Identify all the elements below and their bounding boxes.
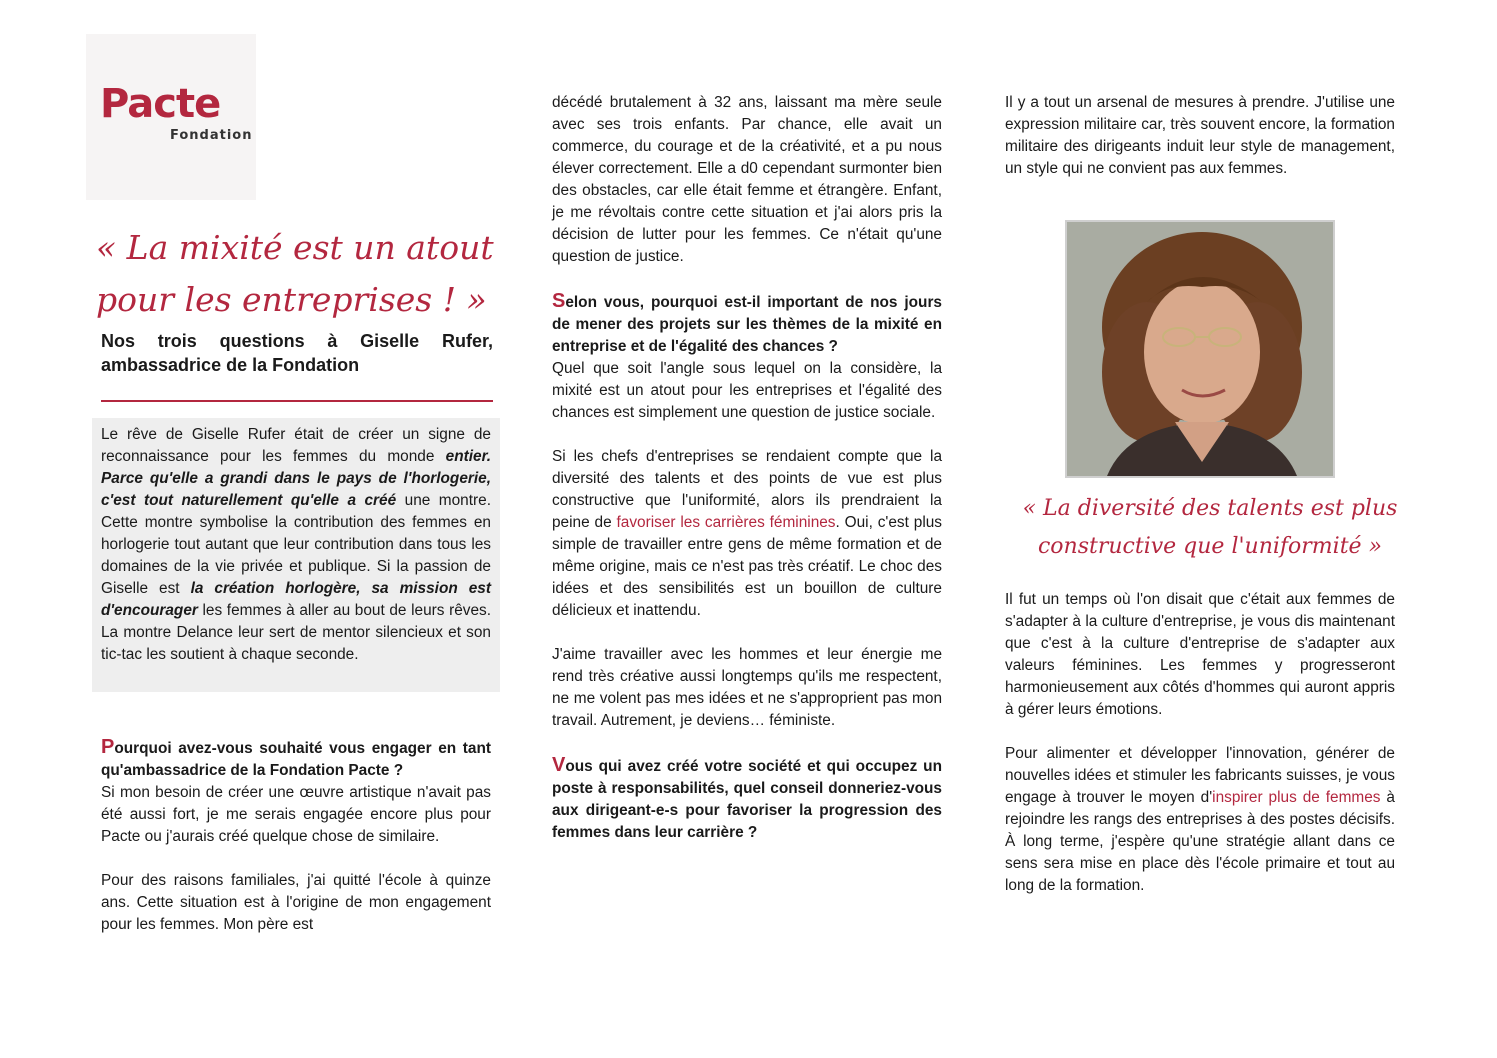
answer-paragraph: Il fut un temps où l'on disait que c'était aux femmes de s'adapter à la culture d'entreprise, je vous dis maintenant que c'est à la culture d'entreprise de s'adapter aux valeurs féminines. Les femmes y progresseront harmonieusement aux côtés d'hommes qui auront appris à gérer leurs émotions. — [1005, 591, 1395, 718]
headline: « La mixité est un atout pour les entreprises ! » — [96, 228, 494, 319]
logo-box — [86, 34, 256, 200]
divider — [101, 400, 493, 402]
answer-paragraph: décédé brutalement à 32 ans, laissant ma mère seule avec ses trois enfants. Par chance, elle avait un commerce, du courage et de la créativité, et a pu nous élever correctement. Elle a d0 cependant surmonter bien des obstacles, car elle était femme et étrangère. Enfant, je me révoltais contre cette situation et j'ai alors pris la décision de lutter pour les femmes. Ce n'était qu'une question de justice. — [552, 94, 942, 265]
drop-letter: S — [552, 290, 566, 312]
paragraph-text: . Oui, c'est plus simple de travailler entre gens de même formation et de même origine, mais ce n'est pas très créatif. Le choc des idées et des sensibilités est un bouillon de culture délicieux et inattendu. — [552, 514, 942, 619]
column-3-bottom — [1005, 589, 1395, 919]
intro-text: Le rêve de Giselle Rufer était de créer un signe de reconnaissance pour les femmes du monde — [101, 426, 491, 465]
intro-text: les femmes à aller au bout de leurs rêves. La montre Delance leur sert de mentor silencieux et son tic-tac les soutient à chaque seconde. — [101, 602, 491, 663]
intro-box — [92, 418, 500, 692]
subhead: Nos trois questions à Giselle Rufer, ambassadrice de la Fondation — [101, 331, 493, 375]
paragraph-text: Si les chefs d'entreprises se rendaient compte que la diversité des talents et des points de vue est plus constructive que l'uniformité, alors ils prendraient la peine de — [552, 448, 942, 531]
paragraph-text: Pour alimenter et développer l'innovation, générer de nouvelles idées et stimuler les fabricants suisses, je vous engage à trouver le moyen d' — [1005, 745, 1395, 806]
pull-quote: « La diversité des talents est plus constructive que l'uniformité » — [1022, 496, 1398, 559]
answer-paragraph — [552, 446, 942, 622]
portrait-illustration — [1067, 222, 1333, 476]
intro-emphasis: entier. Parce qu'elle a grandi dans le pays de l'horlogerie, c'est tout naturellement qu'elle a créé — [101, 448, 491, 509]
logo-sub: Fondation — [170, 128, 253, 143]
question-1 — [101, 736, 491, 782]
column-3-top — [1005, 92, 1395, 202]
highlight-link[interactable]: favoriser les carrières féminines — [616, 514, 836, 531]
answer-paragraph — [1005, 743, 1395, 897]
paragraph-text: à rejoindre les rangs des entreprises à des postes décisifs. À long terme, j'espère qu'une stratégie allant dans ce sens sera mise en place dès l'école primaire et tout au long de la formation. — [1005, 789, 1395, 894]
answer-paragraph: Si mon besoin de créer une œuvre artistique n'avait pas été aussi fort, je me serais engagée encore plus pour Pacte ou j'aurais créé quelque chose de similaire. — [101, 784, 491, 845]
answer-paragraph: Il y a tout un arsenal de mesures à prendre. J'utilise une expression militaire car, très souvent encore, la formation militaire des dirigeants induit leur style de management, un style qui ne convient pas aux femmes. — [1005, 94, 1395, 177]
portrait-photo — [1065, 220, 1335, 478]
intro-text: une montre. Cette montre symbolise la contribution des femmes en horlogerie tout autant que leur contribution dans tous les domaines de la vie privée et publique. Si la passion de Giselle est — [101, 492, 491, 597]
question-3 — [552, 754, 942, 844]
answer-paragraph: Quel que soit l'angle sous lequel on la considère, la mixité est un atout pour les entreprises et l'égalité des chances est simplement une question de justice sociale. — [552, 360, 942, 421]
logo-main: Pacte — [100, 81, 221, 127]
highlight-link[interactable]: inspirer plus de femmes — [1212, 789, 1381, 806]
column-1-body — [101, 736, 491, 958]
answer-paragraph: Pour des raisons familiales, j'ai quitté l'école à quinze ans. Cette situation est à l'origine de mon engagement pour les femmes. Mon père est — [101, 872, 491, 933]
intro-emphasis: la création horlogère, sa mission est d'encourager — [101, 580, 491, 619]
question-2 — [552, 290, 942, 358]
drop-letter: V — [552, 754, 566, 776]
question-text: elon vous, pourquoi est-il important de nos jours de mener des projets sur les thèmes de la mixité en entreprise et de l'égalité des chances ? — [552, 294, 942, 355]
drop-letter: P — [101, 736, 115, 758]
column-2-body — [552, 92, 942, 844]
question-text: ourquoi avez-vous souhaité vous engager en tant qu'ambassadrice de la Fondation Pacte ? — [101, 740, 491, 779]
question-text: ous qui avez créé votre société et qui occupez un poste à responsabilités, quel conseil donneriez-vous aux dirigeant-e-s pour favoriser la progression des femmes dans leur carrière ? — [552, 758, 942, 841]
answer-paragraph: J'aime travailler avec les hommes et leur énergie me rend très créative aussi longtemps qu'ils me respectent, ne me volent pas mes idées et ne s'approprient pas mon travail. Autrement, je deviens… féministe. — [552, 646, 942, 729]
